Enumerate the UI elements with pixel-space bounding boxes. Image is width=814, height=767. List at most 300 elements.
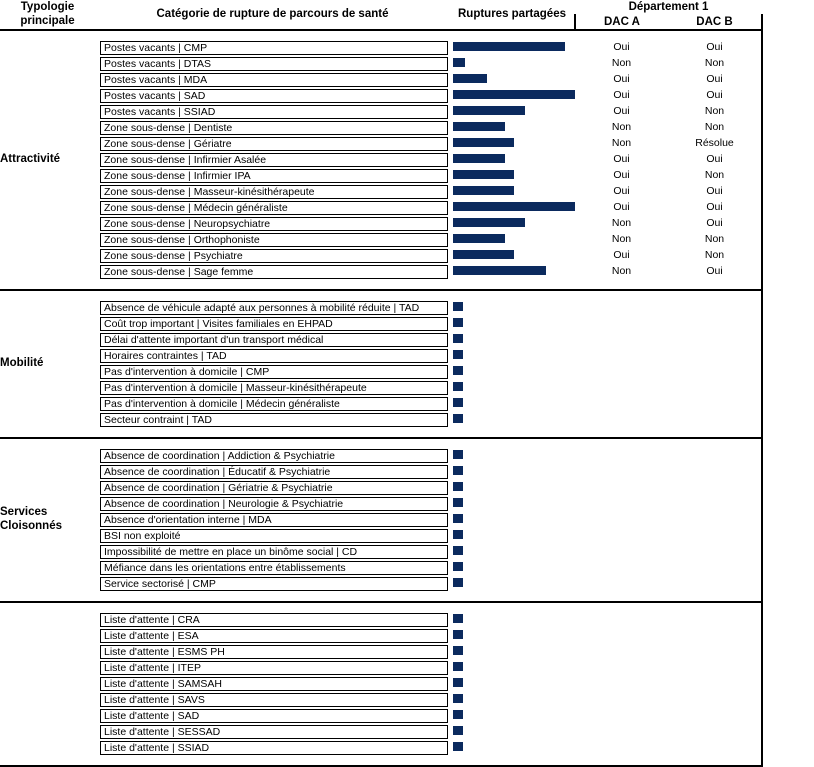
ruptures-bar-cell — [450, 216, 575, 232]
dac-a-cell — [575, 332, 668, 348]
category-spacer-cell — [95, 428, 450, 438]
header-typologie — [0, 0, 95, 30]
ruptures-bar — [453, 122, 505, 131]
dac-a-spacer-cell — [575, 428, 668, 438]
dac-a-spacer-cell — [575, 30, 668, 40]
bar-wrapper — [450, 398, 575, 412]
dac-b-spacer-cell — [668, 602, 762, 612]
category-label: Méfiance dans les orientations entre établissements — [100, 561, 448, 575]
ruptures-bar — [453, 514, 463, 523]
dac-b-cell: Non — [668, 232, 762, 248]
category-label: Absence de coordination | Éducatif & Psychiatrie — [100, 465, 448, 479]
dac-b-cell — [668, 740, 762, 756]
table-row — [0, 676, 762, 692]
dac-b-cell: Oui — [668, 200, 762, 216]
bar-wrapper — [450, 250, 575, 264]
dac-b-cell — [668, 628, 762, 644]
category-label: Liste d'attente | CRA — [100, 613, 448, 627]
table-row — [0, 464, 762, 480]
bar-wrapper — [450, 218, 575, 232]
dac-a-cell — [575, 628, 668, 644]
typologie-label-line2: Cloisonnés — [0, 519, 62, 532]
bar-wrapper — [450, 710, 575, 724]
dac-b-cell: Oui — [668, 184, 762, 200]
spacer-row — [0, 602, 762, 612]
dac-b-spacer-cell — [668, 438, 762, 448]
dac-a-cell: Oui — [575, 152, 668, 168]
dac-b-cell — [668, 676, 762, 692]
dac-a-spacer-cell — [575, 756, 668, 766]
table-row — [0, 448, 762, 464]
dac-a-cell — [575, 480, 668, 496]
bar-wrapper — [450, 58, 575, 72]
table-row — [0, 612, 762, 628]
ruptures-bar — [453, 250, 514, 259]
dac-a-cell — [575, 676, 668, 692]
dac-a-cell: Oui — [575, 248, 668, 264]
ruptures-bar-cell — [450, 380, 575, 396]
table-row — [0, 380, 762, 396]
dac-a-cell — [575, 448, 668, 464]
ruptures-bar — [453, 218, 525, 227]
ruptures-bar — [453, 414, 463, 423]
ruptures-spacer-cell — [450, 592, 575, 602]
dac-b-cell — [668, 528, 762, 544]
category-label: Postes vacants | DTAS — [100, 57, 448, 71]
dac-a-cell — [575, 724, 668, 740]
category-cell — [95, 168, 450, 184]
header-departement: Département 1 — [575, 0, 762, 14]
bar-wrapper — [450, 662, 575, 676]
category-cell — [95, 644, 450, 660]
ruptures-bar — [453, 170, 514, 179]
dac-b-cell — [668, 480, 762, 496]
category-label: Zone sous-dense | Sage femme — [100, 265, 448, 279]
ruptures-bar-cell — [450, 364, 575, 380]
dac-a-cell: Oui — [575, 88, 668, 104]
category-label: Pas d'intervention à domicile | Masseur-kinésithérapeute — [100, 381, 448, 395]
table-row — [0, 628, 762, 644]
ruptures-bar-cell — [450, 544, 575, 560]
bar-wrapper — [450, 170, 575, 184]
dac-b-cell — [668, 348, 762, 364]
ruptures-bar-cell — [450, 412, 575, 428]
table-row — [0, 644, 762, 660]
ruptures-spacer-cell — [450, 290, 575, 300]
dac-a-cell — [575, 576, 668, 592]
ruptures-bar — [453, 90, 575, 99]
category-label: Zone sous-dense | Infirmier Asalée — [100, 153, 448, 167]
table-row — [0, 480, 762, 496]
dac-b-cell: Non — [668, 168, 762, 184]
dac-a-cell — [575, 560, 668, 576]
ruptures-bar-cell — [450, 676, 575, 692]
table-row — [0, 412, 762, 428]
category-cell — [95, 88, 450, 104]
category-label: Impossibilité de mettre en place un binôme social | CD — [100, 545, 448, 559]
ruptures-spacer-cell — [450, 438, 575, 448]
ruptures-bar-cell — [450, 40, 575, 56]
category-label: Zone sous-dense | Masseur-kinésithérapeute — [100, 185, 448, 199]
dac-a-cell — [575, 348, 668, 364]
dac-a-spacer-cell — [575, 290, 668, 300]
category-cell — [95, 316, 450, 332]
bar-wrapper — [450, 482, 575, 496]
dac-b-cell — [668, 576, 762, 592]
category-label: Absence de véhicule adapté aux personnes à mobilité réduite | TAD — [100, 301, 448, 315]
ruptures-bar — [453, 154, 505, 163]
ruptures-bar — [453, 662, 463, 671]
category-cell — [95, 448, 450, 464]
table-row — [0, 88, 762, 104]
table-row — [0, 364, 762, 380]
dac-b-cell — [668, 692, 762, 708]
ruptures-bar-cell — [450, 316, 575, 332]
dac-b-cell — [668, 660, 762, 676]
category-cell — [95, 676, 450, 692]
table-row — [0, 692, 762, 708]
ruptures-bar-cell — [450, 300, 575, 316]
dac-a-cell — [575, 316, 668, 332]
ruptures-bar — [453, 646, 463, 655]
bar-wrapper — [450, 466, 575, 480]
dac-a-spacer-cell — [575, 280, 668, 290]
bar-wrapper — [450, 498, 575, 512]
table-row — [0, 348, 762, 364]
bar-wrapper — [450, 562, 575, 576]
header-typologie-line1: Typologie — [20, 1, 75, 13]
bar-wrapper — [450, 678, 575, 692]
dac-b-spacer-cell — [668, 30, 762, 40]
category-label: Postes vacants | SAD — [100, 89, 448, 103]
category-spacer-cell — [95, 602, 450, 612]
bar-wrapper — [450, 122, 575, 136]
ruptures-bar-cell — [450, 104, 575, 120]
ruptures-bar-cell — [450, 168, 575, 184]
bar-wrapper — [450, 302, 575, 316]
bar-wrapper — [450, 154, 575, 168]
category-cell — [95, 544, 450, 560]
ruptures-bar — [453, 726, 463, 735]
ruptures-bar — [453, 186, 514, 195]
table-row — [0, 120, 762, 136]
ruptures-bar-cell — [450, 88, 575, 104]
header-dac-a: DAC A — [575, 14, 668, 29]
dac-a-spacer-cell — [575, 592, 668, 602]
bar-wrapper — [450, 414, 575, 428]
dac-b-cell — [668, 380, 762, 396]
dac-b-cell — [668, 560, 762, 576]
dac-a-cell — [575, 512, 668, 528]
bar-wrapper — [450, 546, 575, 560]
category-label: Zone sous-dense | Orthophoniste — [100, 233, 448, 247]
spacer-row — [0, 280, 762, 290]
ruptures-bar — [453, 42, 565, 51]
ruptures-bar — [453, 106, 525, 115]
category-label: Délai d'attente important d'un transport médical — [100, 333, 448, 347]
dac-a-cell — [575, 412, 668, 428]
category-label: Absence de coordination | Gériatrie & Psychiatrie — [100, 481, 448, 495]
bar-wrapper — [450, 630, 575, 644]
table-row — [0, 544, 762, 560]
table-row — [0, 332, 762, 348]
ruptures-bar — [453, 318, 463, 327]
dac-b-cell — [668, 396, 762, 412]
bar-wrapper — [450, 234, 575, 248]
category-label: Postes vacants | CMP — [100, 41, 448, 55]
category-cell — [95, 464, 450, 480]
ruptures-bar-cell — [450, 448, 575, 464]
table-row — [0, 528, 762, 544]
dac-a-cell: Non — [575, 56, 668, 72]
bar-wrapper — [450, 514, 575, 528]
dac-a-cell — [575, 496, 668, 512]
typologie-cell-1 — [0, 30, 95, 290]
ruptures-bar-cell — [450, 628, 575, 644]
category-label: Zone sous-dense | Gériatre — [100, 137, 448, 151]
category-spacer-cell — [95, 280, 450, 290]
category-label: Zone sous-dense | Médecin généraliste — [100, 201, 448, 215]
bar-wrapper — [450, 186, 575, 200]
dac-b-cell: Oui — [668, 152, 762, 168]
dac-b-spacer-cell — [668, 428, 762, 438]
table-row — [0, 396, 762, 412]
ruptures-bar — [453, 694, 463, 703]
category-cell — [95, 692, 450, 708]
category-label: Pas d'intervention à domicile | CMP — [100, 365, 448, 379]
typologie-label: Mobilité — [0, 356, 44, 369]
ruptures-bar-cell — [450, 644, 575, 660]
category-label: Absence de coordination | Addiction & Psychiatrie — [100, 449, 448, 463]
dac-a-cell: Oui — [575, 104, 668, 120]
dac-a-cell — [575, 612, 668, 628]
category-cell — [95, 496, 450, 512]
category-cell — [95, 480, 450, 496]
category-spacer-cell — [95, 592, 450, 602]
spacer-row — [0, 290, 762, 300]
bar-wrapper — [450, 614, 575, 628]
dac-b-cell: Oui — [668, 216, 762, 232]
dac-a-cell: Non — [575, 232, 668, 248]
dac-b-cell — [668, 448, 762, 464]
category-cell — [95, 576, 450, 592]
bar-wrapper — [450, 42, 575, 56]
ruptures-bar — [453, 466, 463, 475]
header-categorie: Catégorie de rupture de parcours de santé — [95, 0, 450, 30]
category-cell — [95, 200, 450, 216]
ruptures-spacer-cell — [450, 30, 575, 40]
category-label: Service sectorisé | CMP — [100, 577, 448, 591]
category-label: Zone sous-dense | Infirmier IPA — [100, 169, 448, 183]
category-cell — [95, 216, 450, 232]
category-cell — [95, 136, 450, 152]
category-cell — [95, 380, 450, 396]
bar-wrapper — [450, 726, 575, 740]
dac-b-cell: Non — [668, 104, 762, 120]
table-row — [0, 40, 762, 56]
category-label: Postes vacants | SSIAD — [100, 105, 448, 119]
dac-b-spacer-cell — [668, 756, 762, 766]
bar-wrapper — [450, 742, 575, 756]
ruptures-bar-cell — [450, 152, 575, 168]
ruptures-bar-cell — [450, 496, 575, 512]
ruptures-bar — [453, 678, 463, 687]
category-label: Liste d'attente | SESSAD — [100, 725, 448, 739]
table-row — [0, 496, 762, 512]
table-row — [0, 216, 762, 232]
bar-wrapper — [450, 74, 575, 88]
typologie-label — [0, 506, 95, 534]
category-label: Liste d'attente | ITEP — [100, 661, 448, 675]
ruptures-bar — [453, 302, 463, 311]
category-label: Absence de coordination | Neurologie & Psychiatrie — [100, 497, 448, 511]
dac-b-cell — [668, 708, 762, 724]
ruptures-bar-cell — [450, 332, 575, 348]
header-row-top — [0, 0, 762, 14]
category-cell — [95, 740, 450, 756]
ruptures-bar-cell — [450, 708, 575, 724]
bar-wrapper — [450, 366, 575, 380]
category-cell — [95, 300, 450, 316]
typologie-cell-4 — [0, 602, 95, 766]
table-row — [0, 512, 762, 528]
dac-a-spacer-cell — [575, 602, 668, 612]
category-spacer-cell — [95, 756, 450, 766]
bar-wrapper — [450, 90, 575, 104]
dac-a-spacer-cell — [575, 438, 668, 448]
ruptures-bar — [453, 366, 463, 375]
dac-b-cell: Non — [668, 120, 762, 136]
dac-b-cell: Oui — [668, 40, 762, 56]
dac-a-cell: Oui — [575, 184, 668, 200]
ruptures-bar-cell — [450, 200, 575, 216]
ruptures-bar-cell — [450, 232, 575, 248]
ruptures-bar-cell — [450, 136, 575, 152]
ruptures-bar-cell — [450, 660, 575, 676]
ruptures-spacer-cell — [450, 280, 575, 290]
bar-wrapper — [450, 138, 575, 152]
dac-a-cell — [575, 380, 668, 396]
table-row — [0, 708, 762, 724]
category-cell — [95, 612, 450, 628]
category-cell — [95, 560, 450, 576]
category-label: Liste d'attente | ESMS PH — [100, 645, 448, 659]
category-label: Secteur contraint | TAD — [100, 413, 448, 427]
dac-b-spacer-cell — [668, 290, 762, 300]
dac-a-cell — [575, 396, 668, 412]
dac-b-spacer-cell — [668, 280, 762, 290]
category-label: Zone sous-dense | Psychiatre — [100, 249, 448, 263]
table-row — [0, 316, 762, 332]
dac-b-cell — [668, 316, 762, 332]
category-cell — [95, 232, 450, 248]
category-label: Zone sous-dense | Neuropsychiatre — [100, 217, 448, 231]
table-row — [0, 740, 762, 756]
category-cell — [95, 120, 450, 136]
ruptures-bar-cell — [450, 248, 575, 264]
category-label: Liste d'attente | SSIAD — [100, 741, 448, 755]
dac-b-cell — [668, 512, 762, 528]
category-cell — [95, 628, 450, 644]
table-row — [0, 152, 762, 168]
dac-b-cell: Oui — [668, 72, 762, 88]
ruptures-spacer-cell — [450, 428, 575, 438]
ruptures-bar — [453, 74, 487, 83]
category-cell — [95, 56, 450, 72]
bar-wrapper — [450, 694, 575, 708]
dac-a-cell — [575, 544, 668, 560]
dac-a-cell — [575, 528, 668, 544]
dac-b-cell: Résolue — [668, 136, 762, 152]
ruptures-bar — [453, 334, 463, 343]
ruptures-bar-cell — [450, 480, 575, 496]
ruptures-bar-cell — [450, 724, 575, 740]
category-label: Absence d'orientation interne | MDA — [100, 513, 448, 527]
category-cell — [95, 184, 450, 200]
spacer-row — [0, 428, 762, 438]
category-cell — [95, 660, 450, 676]
table-row — [0, 300, 762, 316]
bar-wrapper — [450, 202, 575, 216]
ruptures-bar — [453, 398, 463, 407]
dac-b-cell — [668, 364, 762, 380]
bar-wrapper — [450, 450, 575, 464]
dac-a-cell — [575, 644, 668, 660]
ruptures-bar-cell — [450, 528, 575, 544]
ruptures-bar-cell — [450, 740, 575, 756]
table-body — [0, 30, 762, 766]
table-row — [0, 56, 762, 72]
ruptures-bar — [453, 202, 575, 211]
category-spacer-cell — [95, 30, 450, 40]
dac-b-cell: Non — [668, 56, 762, 72]
ruptures-bar — [453, 742, 463, 751]
ruptures-bar — [453, 350, 463, 359]
ruptures-bar — [453, 234, 505, 243]
dac-a-cell: Oui — [575, 72, 668, 88]
bar-wrapper — [450, 318, 575, 332]
ruptures-bar-cell — [450, 612, 575, 628]
category-label: Liste d'attente | SAMSAH — [100, 677, 448, 691]
table-row — [0, 560, 762, 576]
dac-a-cell — [575, 300, 668, 316]
dac-b-cell — [668, 544, 762, 560]
bar-wrapper — [450, 382, 575, 396]
dac-a-cell: Non — [575, 216, 668, 232]
bar-wrapper — [450, 646, 575, 660]
category-cell — [95, 396, 450, 412]
category-cell — [95, 332, 450, 348]
bar-wrapper — [450, 578, 575, 592]
bar-wrapper — [450, 530, 575, 544]
dac-a-cell — [575, 364, 668, 380]
bar-wrapper — [450, 266, 575, 280]
dac-b-cell — [668, 612, 762, 628]
ruptures-bar — [453, 58, 465, 67]
ruptures-bar-cell — [450, 264, 575, 280]
spacer-row — [0, 756, 762, 766]
ruptures-bar — [453, 450, 463, 459]
category-cell — [95, 364, 450, 380]
dac-b-cell — [668, 496, 762, 512]
table-row — [0, 168, 762, 184]
category-cell — [95, 348, 450, 364]
dac-b-cell — [668, 300, 762, 316]
table-row — [0, 184, 762, 200]
category-cell — [95, 412, 450, 428]
dac-b-spacer-cell — [668, 592, 762, 602]
dac-a-cell: Oui — [575, 40, 668, 56]
